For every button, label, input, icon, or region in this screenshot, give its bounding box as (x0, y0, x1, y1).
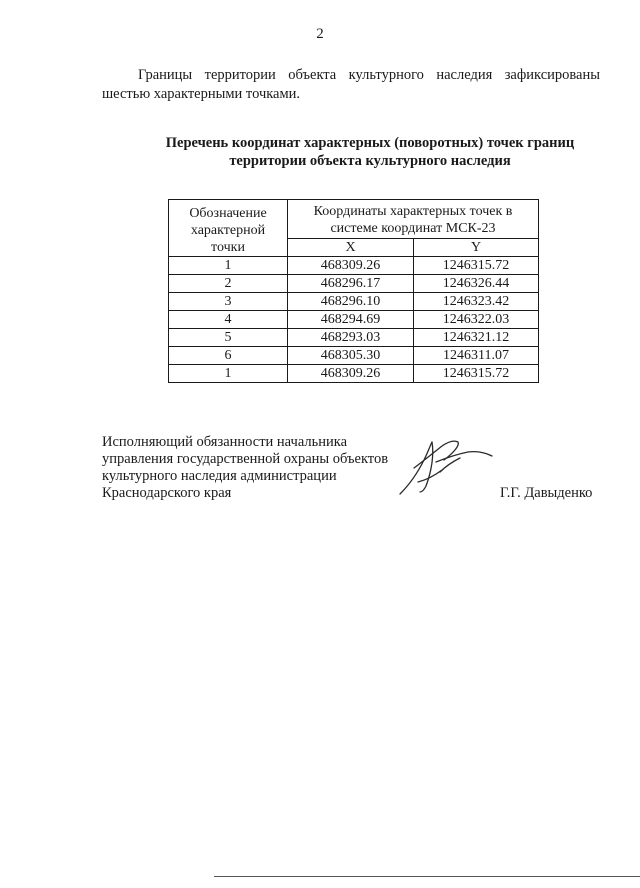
header-coordinates-line-1: Координаты характерных точек в (313, 204, 513, 219)
coordinates-list-title (150, 134, 590, 170)
table-row (169, 365, 539, 383)
table-row (169, 275, 539, 293)
header-designation-line-2: характерной (190, 222, 266, 238)
cell-point: 3 (169, 293, 288, 311)
header-coordinates (288, 200, 539, 239)
table-row (169, 311, 539, 329)
signatory-position-line-3: культурного наследия администрации (102, 468, 337, 484)
cell-x: 468309.26 (288, 365, 414, 383)
cell-point: 4 (169, 311, 288, 329)
signatory-position-line-4: Краснодарского края (102, 485, 232, 501)
list-title-line-2: территории объекта культурного наследия (229, 153, 511, 169)
list-title-line-1: Перечень координат характерных (поворотных) точек границ (165, 135, 575, 151)
cell-x: 468296.10 (288, 293, 414, 311)
cell-point: 1 (169, 257, 288, 275)
header-y: Y (414, 239, 539, 257)
cell-y: 1246321.12 (414, 329, 539, 347)
cell-y: 1246311.07 (414, 347, 539, 365)
cell-x: 468293.03 (288, 329, 414, 347)
cell-x: 468294.69 (288, 311, 414, 329)
cell-point: 2 (169, 275, 288, 293)
coordinates-table (168, 199, 539, 383)
header-coordinates-line-2: системе координат МСК-23 (330, 221, 496, 236)
header-designation-line-1: Обозначение (189, 205, 267, 221)
cell-point: 6 (169, 347, 288, 365)
table-row (169, 293, 539, 311)
cell-point: 1 (169, 365, 288, 383)
signatory-position-line-2: управления государственной охраны объектов (102, 451, 389, 467)
cell-x: 468309.26 (288, 257, 414, 275)
cell-x: 468305.30 (288, 347, 414, 365)
cell-y: 1246322.03 (414, 311, 539, 329)
table-row (169, 329, 539, 347)
cell-x: 468296.17 (288, 275, 414, 293)
signatory-position (102, 434, 422, 502)
footer-divider (214, 876, 640, 877)
header-designation-line-3: точки (211, 239, 245, 255)
header-x: X (288, 239, 414, 257)
intro-paragraph: Границы территории объекта культурного наследия зафиксированы шестью характерными точками. (102, 67, 600, 102)
cell-y: 1246326.44 (414, 275, 539, 293)
handwritten-signature (396, 432, 496, 502)
signatory-name: Г.Г. Давыденко (500, 485, 593, 501)
cell-y: 1246315.72 (414, 365, 539, 383)
signatory-position-line-1: Исполняющий обязанности начальника (102, 434, 348, 450)
header-point-designation (169, 200, 288, 257)
cell-point: 5 (169, 329, 288, 347)
page-number: 2 (316, 26, 324, 42)
table-row (169, 347, 539, 365)
cell-y: 1246323.42 (414, 293, 539, 311)
cell-y: 1246315.72 (414, 257, 539, 275)
table-row (169, 257, 539, 275)
